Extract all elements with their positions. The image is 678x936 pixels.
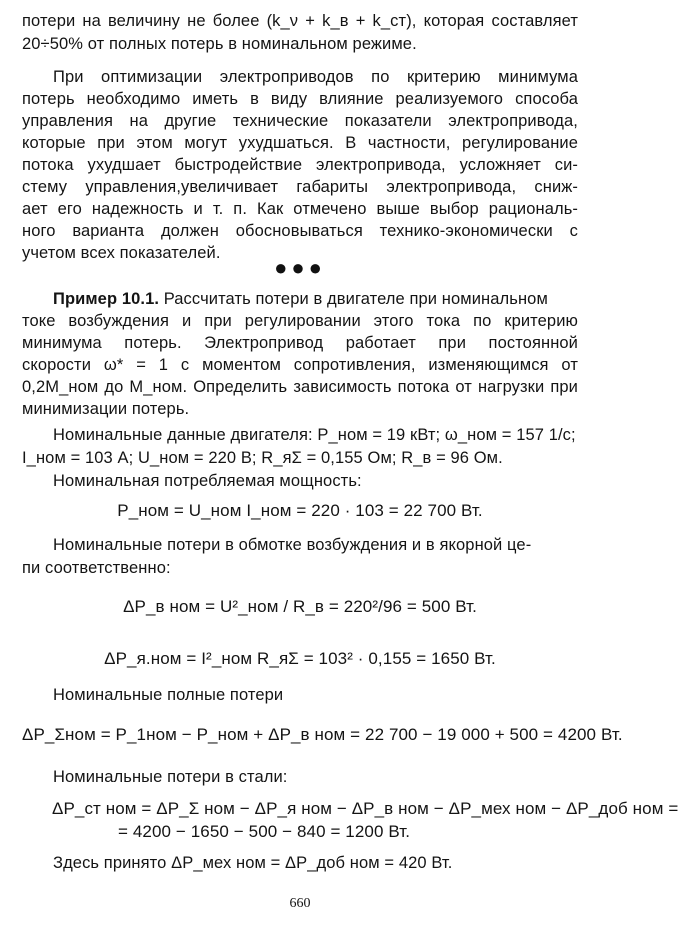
text-line: минимума потерь. Электропривод работает при постоянной [22,334,578,352]
text-line: 20÷50% от полных потерь в номинальном режиме. [22,35,417,53]
equation-excitation-loss: ΔP_в ном = U²_ном / R_в = 220²/96 = 500 Вт. [123,597,477,616]
equation-steel-loss-2: = 4200 − 1650 − 500 − 840 = 1200 Вт. [118,822,411,841]
text-line: стему управления,увеличивает габариты электропривода, сниж- [22,178,578,196]
example-label: Пример 10.1. [53,290,160,308]
text-line: скорости ω* = 1 с моментом сопротивления, изменяющимся от [22,356,578,374]
page-number: 660 [289,896,311,911]
text-line: I_ном = 103 А; U_ном = 220 В; R_яΣ = 0,155 Ом; R_в = 96 Ом. [22,449,503,467]
text-line: Здесь принято ΔP_мех ном = ΔP_доб ном = 420 Вт. [53,854,453,872]
equation-steel-loss-1: ΔP_ст ном = ΔP_Σ ном − ΔP_я ном − ΔP_в ном − ΔP_мех ном − ΔP_доб ном = [52,799,678,818]
section-separator: ●●● [274,255,326,280]
example-text: Рассчитать потери в двигателе при номинальном [163,290,548,308]
text-line: Номинальная потребляемая мощность: [53,472,362,490]
text-line: При оптимизации электроприводов по критерию минимума [53,68,578,86]
text-line: управления на другие технические показатели электропривода, [22,112,578,130]
equation-total-loss: ΔP_Σном = P_1ном − P_ном + ΔP_в ном = 22 700 − 19 000 + 500 = 4200 Вт. [22,725,623,744]
text-line: минимизации потерь. [22,400,190,418]
text-line: ает его надежность и т. п. Как отмечено выше выбор рациональ- [22,200,578,218]
equation-armature-loss: ΔP_я.ном = I²_ном R_яΣ = 103² · 0,155 = 1650 Вт. [104,649,496,668]
equation-power: P_ном = U_ном I_ном = 220 · 103 = 22 700 Вт. [117,501,483,520]
text-line: пи соответственно: [22,559,171,577]
text-line: потока ухудшает быстродействие электропривода, усложняет си- [22,156,578,174]
text-line: потери на величину не более (k_ν + k_в + k_ст), которая составляет [22,12,578,30]
example-heading-line [53,288,548,310]
text-line: 0,2M_ном до M_ном. Определить зависимость потока от нагрузки при [22,378,578,396]
text-line: Номинальные потери в стали: [53,768,288,786]
text-line: токе возбуждения и при регулировании этого тока по критерию [22,312,578,330]
text-line: Номинальные полные потери [53,686,284,704]
text-line: Номинальные потери в обмотке возбуждения и в якорной це- [53,536,532,554]
text-line: ного варианта должен обосновываться технико-экономически с [22,222,578,240]
text-line: Номинальные данные двигателя: P_ном = 19 кВт; ω_ном = 157 1/с; [53,426,576,444]
text-line: учетом всех показателей. [22,244,221,262]
text-line: которые при этом могут ухудшаться. В частности, регулирование [22,134,578,152]
text-line: потерь необходимо иметь в виду влияние реализуемого способа [22,90,578,108]
